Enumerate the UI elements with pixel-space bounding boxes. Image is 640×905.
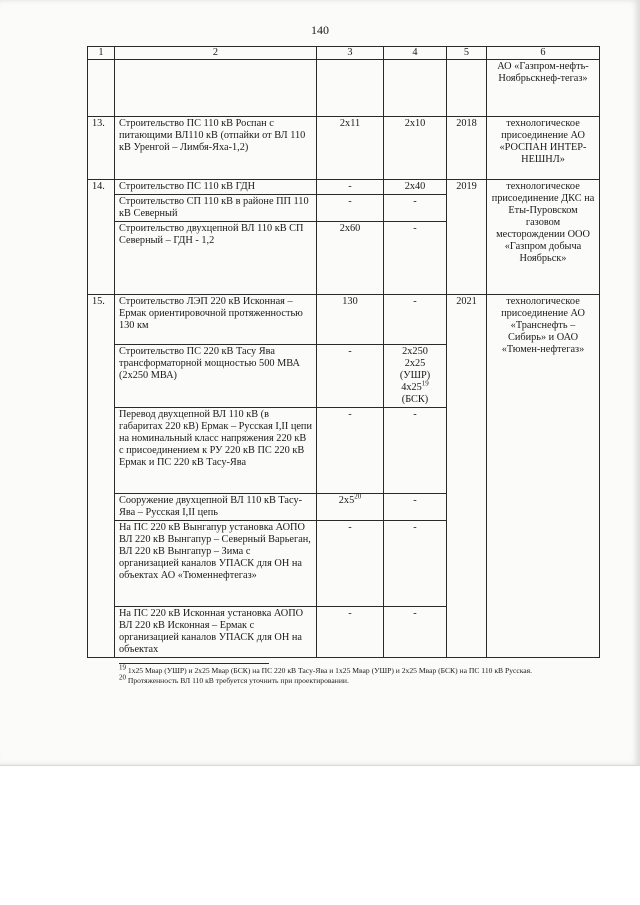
year-cell: 2019 bbox=[447, 180, 487, 295]
purpose-cell: АО «Газпром-нефть-Ноябрьскнеф-тегаз» bbox=[487, 60, 600, 117]
value-cell bbox=[384, 60, 447, 117]
footnotes bbox=[87, 663, 599, 686]
value-cell: - bbox=[384, 521, 447, 607]
object-cell: На ПС 220 кВ Вынгапур установка АОПО ВЛ 220 кВ Вынгапур – Северный Варьеган, ВЛ 220 кВ Вынгапур – Зима с организацией каналов УПАСК для ОН на объектах АО «Тюменнефтегаз» bbox=[115, 521, 317, 607]
table-row bbox=[88, 295, 600, 345]
footnote-mark: 20 bbox=[119, 673, 126, 682]
number-cell: 14. bbox=[88, 180, 115, 295]
purpose-cell: технологическое присоединение ДКС на Еты-Пуровском газовом месторождении ООО «Газпром добыча Ноябрьск» bbox=[487, 180, 600, 295]
value-cell: 2х10 bbox=[384, 117, 447, 180]
value-line: 4х25 bbox=[401, 382, 422, 393]
value-cell: - bbox=[317, 195, 384, 222]
value-cell: - bbox=[384, 195, 447, 222]
footnote-text: 1х25 Мвар (УШР) и 2х25 Мвар (БСК) на ПС 220 кВ Тасу-Ява и 1х25 Мвар (УШР) и 2х25 Мвар (БСК) на ПС 110 кВ Русская. bbox=[127, 666, 533, 675]
header-cell: 2 bbox=[115, 47, 317, 60]
number-cell bbox=[88, 60, 115, 117]
object-cell bbox=[115, 60, 317, 117]
table-row bbox=[88, 117, 600, 180]
value-cell: - bbox=[384, 222, 447, 295]
year-cell: 2018 bbox=[447, 117, 487, 180]
object-cell: Перевод двухцепной ВЛ 110 кВ (в габаритах 220 кВ) Ермак – Русская I,II цепи на номинальный класс напряжения 220 кВ с присоединением к РУ 220 кВ ПС 220 кВ Ермак и ПС 220 кВ Тасу-Ява bbox=[115, 408, 317, 494]
footnote-divider bbox=[119, 663, 269, 664]
value-cell: - bbox=[384, 607, 447, 658]
object-cell: Сооружение двухцепной ВЛ 110 кВ Тасу-Ява – Русская I,II цепь bbox=[115, 494, 317, 521]
table-row bbox=[88, 180, 600, 195]
value-cell: 2х60 bbox=[317, 222, 384, 295]
number-cell: 13. bbox=[88, 117, 115, 180]
header-row bbox=[88, 47, 600, 60]
value-cell: - bbox=[317, 607, 384, 658]
header-cell: 3 bbox=[317, 47, 384, 60]
object-cell: Строительство ЛЭП 220 кВ Исконная – Ермак ориентировочной протяженностью 130 км bbox=[115, 295, 317, 345]
object-cell: Строительство ПС 110 кВ Роспан с питающими ВЛ110 кВ (отпайки от ВЛ 110 кВ Уренгой – Лимбя-Яха-1,2) bbox=[115, 117, 317, 180]
value-cell: - bbox=[317, 345, 384, 408]
year-cell: 2021 bbox=[447, 295, 487, 658]
footnote-mark: 19 bbox=[119, 663, 126, 672]
purpose-cell: технологическое присоединение АО «Транснефть – Сибирь» и ОАО «Тюмен-нефтегаз» bbox=[487, 295, 600, 658]
value-line: (БСК) bbox=[401, 394, 429, 405]
year-cell bbox=[447, 60, 487, 117]
header-cell: 6 bbox=[487, 47, 600, 60]
value-line: 2х25 bbox=[404, 358, 426, 369]
value-text: 2х5 bbox=[338, 495, 355, 506]
value-cell: 2х40 bbox=[384, 180, 447, 195]
object-cell: Строительство ПС 110 кВ ГДН bbox=[115, 180, 317, 195]
footnote-text: Протяженность ВЛ 110 кВ требуется уточнить при проектировании. bbox=[127, 676, 349, 685]
value-cell bbox=[317, 60, 384, 117]
value-cell: 130 bbox=[317, 295, 384, 345]
value-cell: - bbox=[317, 521, 384, 607]
object-cell: На ПС 220 кВ Исконная установка АОПО ВЛ 220 кВ Исконная – Ермак с организацией каналов УПАСК для ОН на объектах bbox=[115, 607, 317, 658]
number-cell: 15. bbox=[88, 295, 115, 658]
value-cell: 2х11 bbox=[317, 117, 384, 180]
object-cell: Строительство ПС 220 кВ Тасу Ява трансформаторной мощностью 500 МВА (2х250 МВА) bbox=[115, 345, 317, 408]
value-line: (УШР) bbox=[399, 370, 431, 381]
value-cell bbox=[317, 494, 384, 521]
footnote-ref: 20 bbox=[354, 492, 362, 501]
header-cell: 1 bbox=[88, 47, 115, 60]
value-cell: - bbox=[317, 180, 384, 195]
header-cell: 4 bbox=[384, 47, 447, 60]
value-cell: - bbox=[317, 408, 384, 494]
page-number: 140 bbox=[311, 23, 329, 37]
object-cell: Строительство СП 110 кВ в районе ПП 110 кВ Северный bbox=[115, 195, 317, 222]
header-cell: 5 bbox=[447, 47, 487, 60]
footnote-20 bbox=[87, 673, 599, 686]
value-line: 2х250 bbox=[402, 346, 428, 357]
table-row bbox=[88, 60, 600, 117]
value-cell: - bbox=[384, 295, 447, 345]
value-cell: - bbox=[384, 408, 447, 494]
value-cell bbox=[384, 345, 447, 408]
projects-table bbox=[87, 46, 600, 658]
object-cell: Строительство двухцепной ВЛ 110 кВ СП Северный – ГДН - 1,2 bbox=[115, 222, 317, 295]
value-cell: - bbox=[384, 494, 447, 521]
footnote-ref: 19 bbox=[421, 379, 429, 388]
footnote-19 bbox=[87, 663, 599, 676]
purpose-cell: технологическое присоединение АО «РОСПАН ИНТЕР-НЕШНЛ» bbox=[487, 117, 600, 180]
